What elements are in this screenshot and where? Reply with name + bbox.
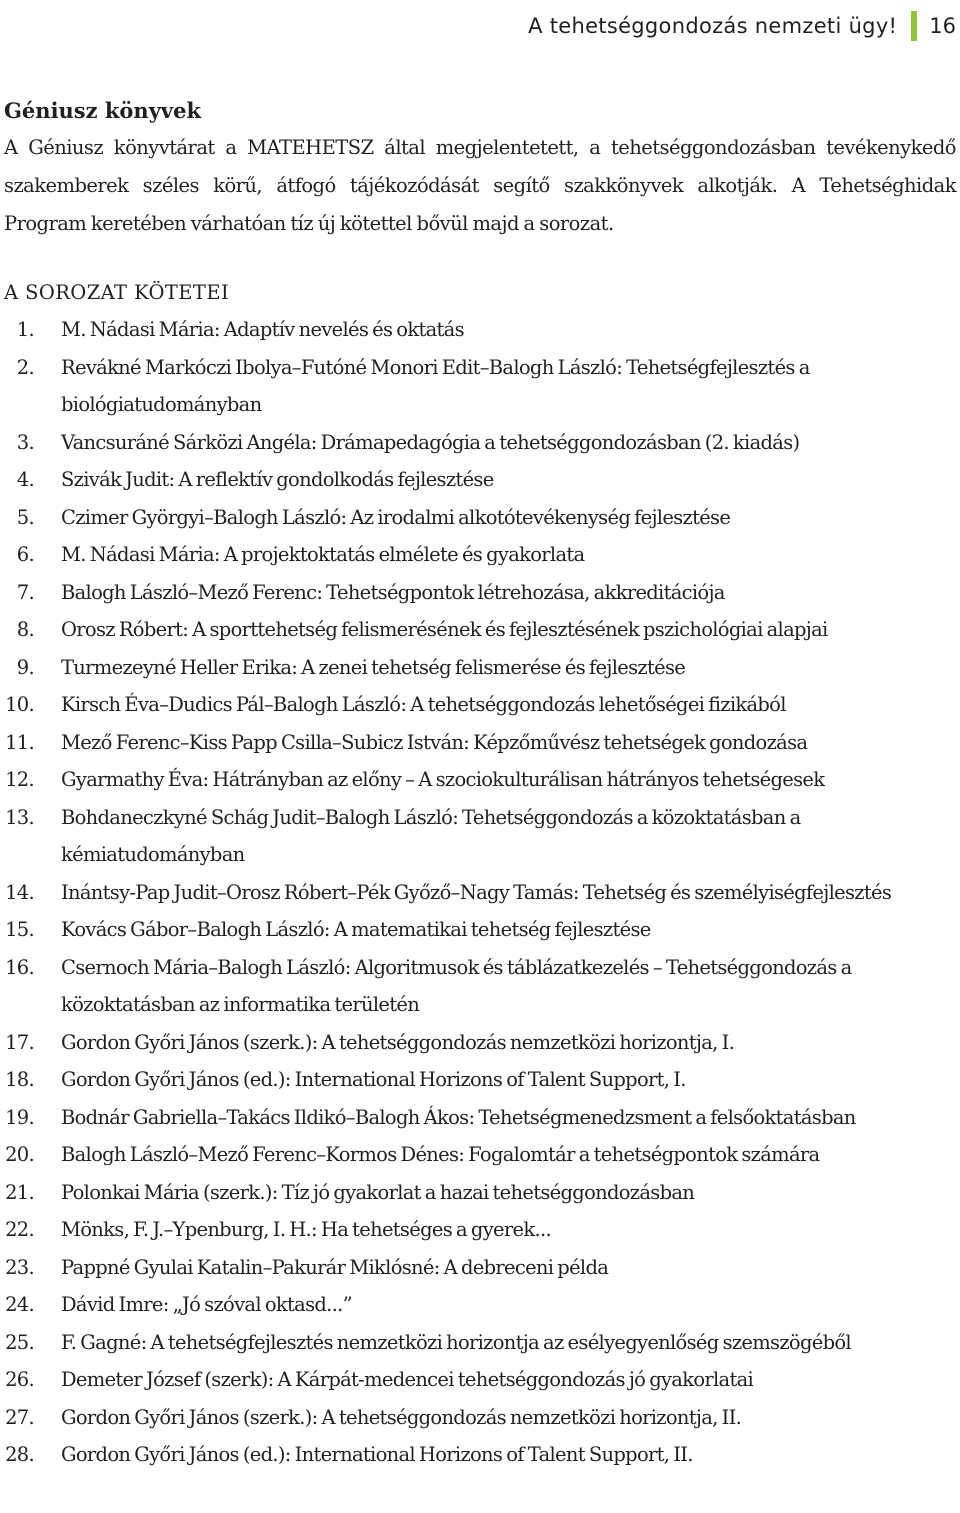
list-item-number (4, 1211, 61, 1249)
list-item-title: Turmezeyné Heller Erika: A zenei tehetség felismerése és fejlesztése (61, 655, 686, 679)
list-item-number-text: 11. (5, 730, 34, 754)
list-item-title: Pappné Gyulai Katalin–Pakurár Miklósné: A debreceni példa (61, 1255, 609, 1279)
list-item (4, 349, 956, 424)
list-item-number-text: 18. (5, 1068, 34, 1091)
list-item-number (4, 1099, 61, 1137)
page-header (528, 10, 956, 42)
list-item-number (4, 761, 61, 799)
list-item-title: M. Nádasi Mária: A projektoktatás elmélete és gyakorlata (61, 543, 585, 566)
list-item (4, 1136, 956, 1174)
list-item-number (4, 724, 61, 762)
list-item-number (4, 574, 61, 612)
list-item-number-text: 12. (5, 768, 34, 791)
list-item-number-text: 5. (16, 505, 34, 529)
list-item-number-text: 25. (5, 1330, 34, 1354)
list-item-number-text: 17. (5, 1030, 34, 1054)
list-item-title: Gordon Győri János (ed.): International Horizons of Talent Support, I. (61, 1068, 686, 1091)
list-item-title: Polonkai Mária (szerk.): Tíz jó gyakorlat a hazai tehetséggondozásban (61, 1180, 695, 1204)
list-item-number (4, 1174, 61, 1212)
list-item-title: Csernoch Mária–Balogh László: Algoritmusok és táblázatkezelés – Tehetséggondozás a közoktatásban az informatika területén (61, 955, 852, 1016)
list-item (4, 499, 956, 537)
list-item-number-text: 6. (16, 543, 34, 566)
list-item-number (4, 1249, 61, 1287)
list-item-number (4, 536, 61, 574)
list-item-number (4, 1286, 61, 1324)
running-header-title: A tehetséggondozás nemzeti ügy! (528, 14, 898, 38)
list-item-number-text: 8. (16, 618, 34, 641)
list-item-number-text: 14. (5, 880, 34, 904)
list-item (4, 424, 956, 462)
page-number: 16 (929, 14, 956, 38)
list-item-number (4, 1024, 61, 1062)
list-item-number (4, 461, 61, 499)
list-item-number (4, 349, 61, 424)
list-item-number-text: 27. (5, 1405, 34, 1429)
list-item-number-text: 28. (5, 1443, 34, 1466)
header-accent-bar (911, 11, 917, 41)
list-item-number-text: 19. (5, 1105, 34, 1129)
list-item-number-text: 3. (16, 430, 34, 454)
list-item-title: Mönks, F. J.–Ypenburg, I. H.: Ha tehetséges a gyerek... (61, 1218, 551, 1241)
list-item-title: F. Gagné: A tehetségfejlesztés nemzetközi horizontja az esélyegyenlőség szemszögéből (61, 1330, 851, 1354)
list-item (4, 799, 956, 874)
book-list (4, 311, 956, 1474)
list-item-number-text: 22. (5, 1218, 34, 1241)
list-item-number (4, 1436, 61, 1474)
list-item-number-text: 23. (5, 1255, 34, 1279)
list-item-number (4, 911, 61, 949)
intro-paragraph: A Géniusz könyvtárat a MATEHETSZ által megjelentetett, a tehetséggondozásban tevékenykedő szakemberek széles körű, átfogó tájékozódását segítő szakkönyvek alkotják. A Tehetséghidak Program keretében várhatóan tíz új kötettel bővül majd a sorozat. (4, 136, 956, 235)
list-item-title: Balogh László–Mező Ferenc: Tehetségpontok létrehozása, akkreditációja (61, 580, 725, 604)
list-item-number-text: 15. (5, 918, 34, 941)
list-item-title: Inántsy-Pap Judit–Orosz Róbert–Pék Győző–Nagy Tamás: Tehetség és személyiségfejlesztés (61, 880, 892, 904)
list-item-number (4, 499, 61, 537)
list-item-title: Balogh László–Mező Ferenc–Kormos Dénes: Fogalomtár a tehetségpontok számára (61, 1143, 820, 1166)
list-item (4, 461, 956, 499)
list-item (4, 761, 956, 799)
list-item (4, 1324, 956, 1362)
list-item (4, 1024, 956, 1062)
list-item-title: Bohdaneczkyné Schág Judit–Balogh László: Tehetséggondozás a közoktatásban a kémiatudományban (61, 805, 801, 866)
list-item-title: Mező Ferenc–Kiss Papp Csilla–Subicz István: Képzőművész tehetségek gondozása (61, 730, 808, 754)
list-item-title: Dávid Imre: „Jó szóval oktasd...” (61, 1293, 352, 1316)
list-item-title: Demeter József (szerk): A Kárpát-medencei tehetséggondozás jó gyakorlatai (61, 1368, 754, 1391)
list-item-title: Gordon Győri János (szerk.): A tehetséggondozás nemzetközi horizontja, I. (61, 1030, 735, 1054)
list-item-number-text: 26. (5, 1368, 34, 1391)
list-item (4, 1061, 956, 1099)
list-item-number (4, 424, 61, 462)
list-item-title: Szivák Judit: A reflektív gondolkodás fejlesztése (61, 468, 494, 491)
list-item (4, 311, 956, 349)
list-item-number-text: 4. (16, 468, 34, 491)
list-item-number (4, 949, 61, 1024)
list-item-number-text: 1. (16, 318, 34, 341)
list-item-title: Revákné Markóczi Ibolya–Futóné Monori Edit–Balogh László: Tehetségfejlesztés a biológiatudományban (61, 355, 810, 416)
list-item-number (4, 1324, 61, 1362)
list-item-number-text: 9. (16, 655, 34, 679)
list-item-number (4, 874, 61, 912)
list-item (4, 1436, 956, 1474)
list-item (4, 1099, 956, 1137)
list-item-number (4, 311, 61, 349)
list-item (4, 1286, 956, 1324)
list-item-title: Kirsch Éva–Dudics Pál–Balogh László: A tehetséggondozás lehetőségei fizikából (61, 693, 786, 716)
list-item-number (4, 1361, 61, 1399)
list-item-number (4, 1399, 61, 1437)
list-item-number (4, 686, 61, 724)
list-item-number-text: 10. (5, 693, 34, 716)
list-item-title: Gordon Győri János (ed.): International Horizons of Talent Support, II. (61, 1443, 693, 1466)
list-item-number (4, 1061, 61, 1099)
list-item-number-text: 2. (16, 355, 34, 379)
list-item (4, 649, 956, 687)
list-item-title: Bodnár Gabriella–Takács Ildikó–Balogh Ákos: Tehetségmenedzsment a felsőoktatásban (61, 1105, 856, 1129)
list-item (4, 686, 956, 724)
list-item-number (4, 611, 61, 649)
list-item (4, 1361, 956, 1399)
list-item (4, 911, 956, 949)
list-item-number-text: 13. (5, 805, 34, 829)
list-item-number (4, 799, 61, 874)
list-item-number-text: 16. (5, 955, 34, 979)
list-item (4, 1174, 956, 1212)
list-item-title: Orosz Róbert: A sporttehetség felismerésének és fejlesztésének pszichológiai alapjai (61, 618, 828, 641)
list-item (4, 1211, 956, 1249)
list-item-title: Gyarmathy Éva: Hátrányban az előny – A szociokulturálisan hátrányos tehetségesek (61, 768, 825, 791)
list-item (4, 611, 956, 649)
list-item-number (4, 649, 61, 687)
list-item-title: Gordon Győri János (szerk.): A tehetséggondozás nemzetközi horizontja, II. (61, 1405, 742, 1429)
list-item-number (4, 1136, 61, 1174)
list-item-number-text: 20. (5, 1143, 34, 1166)
series-heading: A SOROZAT KÖTETEI (4, 281, 230, 304)
list-item (4, 874, 956, 912)
list-item-number-text: 24. (5, 1293, 34, 1316)
list-item-number-text: 21. (5, 1180, 34, 1204)
list-item (4, 724, 956, 762)
list-item (4, 1249, 956, 1287)
list-item-title: M. Nádasi Mária: Adaptív nevelés és oktatás (61, 318, 464, 341)
list-item-title: Vancsuráné Sárközi Angéla: Drámapedagógia a tehetséggondozásban (2. kiadás) (61, 430, 800, 454)
list-item (4, 1399, 956, 1437)
list-item-number-text: 7. (16, 580, 34, 604)
page-content (4, 92, 956, 1474)
list-item (4, 949, 956, 1024)
list-item (4, 574, 956, 612)
section-title: Géniusz könyvek (4, 98, 202, 123)
list-item-title: Kovács Gábor–Balogh László: A matematikai tehetség fejlesztése (61, 918, 651, 941)
list-item-title: Czimer Györgyi–Balogh László: Az irodalmi alkotótevékenység fejlesztése (61, 505, 731, 529)
list-item (4, 536, 956, 574)
